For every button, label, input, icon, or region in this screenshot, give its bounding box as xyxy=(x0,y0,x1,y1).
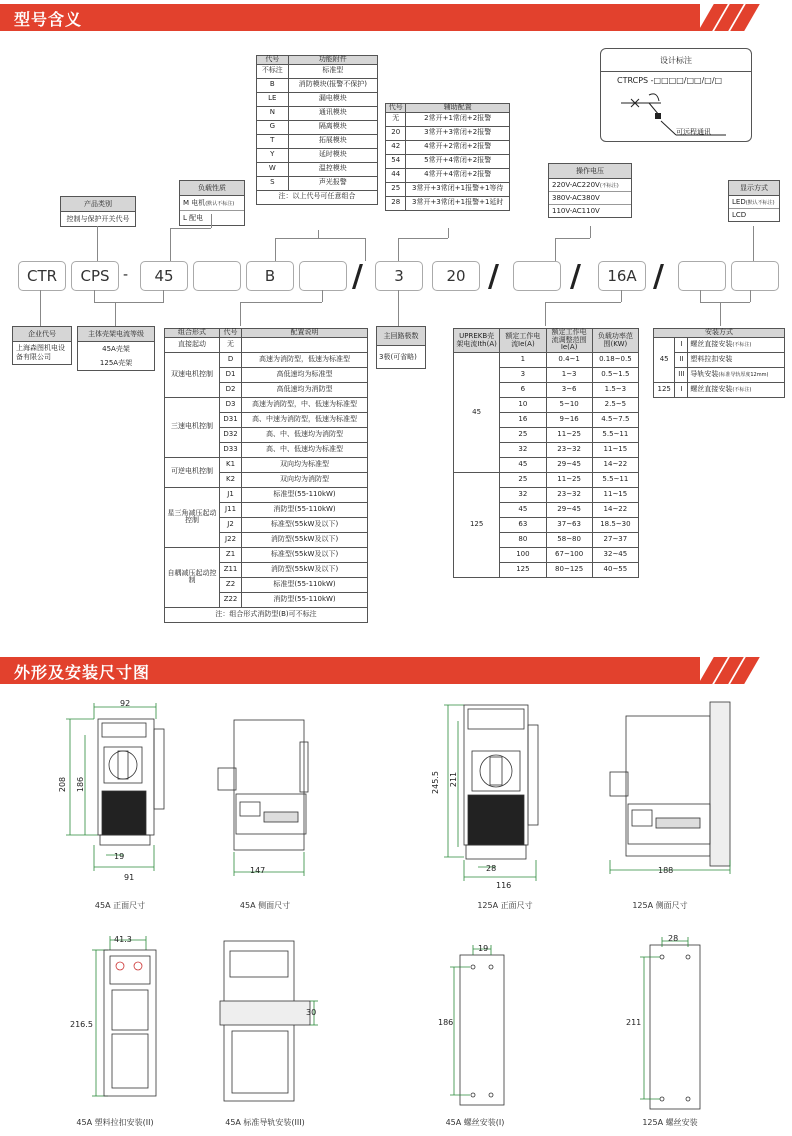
table-cell: K1 xyxy=(220,457,242,472)
table-cell: 20 xyxy=(386,126,406,140)
figure-caption: 45A 标准导轨安装(III) xyxy=(225,1118,305,1127)
table-cell: 63 xyxy=(500,518,546,533)
code-load xyxy=(193,261,241,291)
dim-label: 211 xyxy=(449,771,459,788)
load-title: 负载性质 xyxy=(180,181,244,196)
install-title: 安装方式 xyxy=(654,329,785,338)
figure-caption: 45A 螺丝安装(I) xyxy=(445,1118,505,1127)
dim-label: 41.3 xyxy=(114,935,132,944)
fig-125a-screw xyxy=(630,935,730,1115)
design-model: CTRCPS -□□□□/□□/□/□ xyxy=(617,76,723,85)
table-cell: 44 xyxy=(386,168,406,182)
table-cell: 高、中、低速均为标准型 xyxy=(242,442,368,457)
load-row: M 电机(默认不标注) xyxy=(180,196,244,211)
dim-label: 116 xyxy=(496,881,512,890)
dim-label: 28 xyxy=(668,934,679,943)
table-cell: 6 xyxy=(500,383,546,398)
product-type-box xyxy=(60,196,136,227)
dim-label: 92 xyxy=(120,699,131,708)
table-cell: 25 xyxy=(500,428,546,443)
table-cell: J22 xyxy=(220,532,242,547)
table-cell: 注：组合形式消防型(B)可不标注 xyxy=(165,607,368,622)
table-cell: 2常开+1常闭+2报警 xyxy=(406,112,510,126)
table-cell: J11 xyxy=(220,502,242,517)
table-cell: Y xyxy=(257,148,289,162)
table-cell: 28 xyxy=(386,196,406,210)
table-cell: S xyxy=(257,176,289,190)
dim-label: 216.5 xyxy=(70,1020,93,1029)
table-cell: 直接起动 xyxy=(165,337,220,352)
table-cell: 无 xyxy=(220,337,242,352)
table-row xyxy=(165,607,368,622)
table-cell: Z11 xyxy=(220,562,242,577)
figure-caption: 125A 正面尺寸 xyxy=(477,901,533,910)
table-row xyxy=(165,352,368,367)
table-cell: Z1 xyxy=(220,547,242,562)
dim-label: 186 xyxy=(438,1018,454,1027)
product-type-title: 产品类别 xyxy=(61,197,135,212)
table-cell: LE xyxy=(257,92,289,106)
figure-caption: 45A 正面尺寸 xyxy=(94,901,146,910)
table-row xyxy=(386,196,510,210)
display-row: LCD xyxy=(732,211,747,219)
code-slash: / xyxy=(352,259,363,294)
table-cell: D1 xyxy=(220,367,242,382)
table-row xyxy=(257,92,378,106)
table-cell: 5常开+4常闭+2报警 xyxy=(406,154,510,168)
table-row xyxy=(257,134,378,148)
col-header: 代号 xyxy=(220,329,242,338)
dim-label: 188 xyxy=(658,866,674,875)
table-cell: 4常开+2常闭+2报警 xyxy=(406,140,510,154)
table-cell: 3常开+3常闭+1报警+1等待 xyxy=(406,182,510,196)
table-cell: 45 xyxy=(654,337,675,382)
table-cell: D33 xyxy=(220,442,242,457)
table-cell: D xyxy=(220,352,242,367)
table-cell: 5.5~11 xyxy=(592,473,638,488)
table-cell: 4常开+4常闭+2报警 xyxy=(406,168,510,182)
table-cell: D3 xyxy=(220,397,242,412)
install-table xyxy=(653,328,785,398)
table-row xyxy=(257,148,378,162)
table-cell: 消防模块(报警不保护) xyxy=(288,78,377,92)
table-cell: 23~32 xyxy=(546,443,592,458)
table-cell: UPREKB壳架电流Ith(A) xyxy=(454,329,500,353)
col-header: 功能附件 xyxy=(288,56,377,65)
table-cell: 3常开+3常闭+1报警+1延时 xyxy=(406,196,510,210)
figure-caption: 45A 侧面尺寸 xyxy=(239,901,291,910)
table-cell: Z22 xyxy=(220,592,242,607)
table-cell: 高、中速为消防型，低速为标准型 xyxy=(242,412,368,427)
table-cell: 消防型(55kW及以下) xyxy=(242,562,368,577)
voltage-box xyxy=(548,163,632,218)
code-cps: CPS xyxy=(71,261,119,291)
table-cell: 32~45 xyxy=(592,548,638,563)
display-box xyxy=(728,180,780,222)
table-row xyxy=(257,64,378,78)
table-cell: 32 xyxy=(500,488,546,503)
section-banner-dims xyxy=(0,657,792,684)
code-slash: / xyxy=(488,259,499,294)
table-cell: 1 xyxy=(500,353,546,368)
table-row xyxy=(165,457,368,472)
dim-label: 208 xyxy=(58,776,68,793)
table-cell: 3常开+3常闭+2报警 xyxy=(406,126,510,140)
table-row xyxy=(165,397,368,412)
table-cell: 螺丝直接安装(不标注) xyxy=(688,337,785,352)
code-display xyxy=(731,261,779,291)
table-cell: 5.5~11 xyxy=(592,428,638,443)
table-cell: 额定工作电流调整范围Ie(A) xyxy=(546,329,592,353)
table-cell: 拓展模块 xyxy=(288,134,377,148)
table-cell: 58~80 xyxy=(546,533,592,548)
table-row xyxy=(165,547,368,562)
table-row xyxy=(257,78,378,92)
enterprise-title: 企业代号 xyxy=(13,327,71,342)
table-cell: 标准型(55-110kW) xyxy=(242,577,368,592)
dim-label: 19 xyxy=(114,852,125,861)
table-cell: 双速电机控制 xyxy=(165,352,220,397)
table-row xyxy=(165,487,368,502)
table-cell: 星三角减压起动控制 xyxy=(165,487,220,547)
table-cell: 双向均为标准型 xyxy=(242,457,368,472)
table-row xyxy=(257,162,378,176)
main-circuit-value: 3极(可省略) xyxy=(379,353,417,361)
code-func: B xyxy=(246,261,294,291)
fig-45a-screw xyxy=(440,935,540,1115)
current-table xyxy=(453,328,639,578)
table-cell: 可逆电机控制 xyxy=(165,457,220,487)
table-cell: 标准型(55-110kW) xyxy=(242,487,368,502)
table-cell: Z2 xyxy=(220,577,242,592)
table-row xyxy=(257,190,378,204)
enterprise-value: 上海森图机电设备有限公司 xyxy=(16,344,65,362)
col-header: 配置说明 xyxy=(242,329,368,338)
table-cell: 11~15 xyxy=(592,488,638,503)
table-row xyxy=(257,106,378,120)
voltage-row: 110V-AC110V xyxy=(552,207,600,215)
table-cell: 消防型(55-110kW) xyxy=(242,502,368,517)
table-cell: 3 xyxy=(500,368,546,383)
table-row xyxy=(386,154,510,168)
table-row xyxy=(386,182,510,196)
table-cell: B xyxy=(257,78,289,92)
col-header: 组合形式 xyxy=(165,329,220,338)
code-current: 16A xyxy=(598,261,646,291)
table-cell: II xyxy=(675,352,688,367)
table-row xyxy=(257,176,378,190)
table-cell: 23~32 xyxy=(546,488,592,503)
table-cell: 80 xyxy=(500,533,546,548)
code-aux: 20 xyxy=(432,261,480,291)
table-cell: 14~22 xyxy=(592,458,638,473)
table-cell: T xyxy=(257,134,289,148)
dim-label: 186 xyxy=(76,776,86,793)
table-cell: 10 xyxy=(500,398,546,413)
figure-caption: 125A 侧面尺寸 xyxy=(632,901,688,910)
table-cell: I xyxy=(675,382,688,397)
table-cell: J2 xyxy=(220,517,242,532)
table-cell: 三速电机控制 xyxy=(165,397,220,457)
display-row: LED(默认不标注) xyxy=(729,196,779,209)
dim-label: 19 xyxy=(478,944,489,953)
col-header: 代号 xyxy=(386,104,406,113)
design-title: 设计标注 xyxy=(660,56,692,65)
table-row xyxy=(386,140,510,154)
dim-label: 147 xyxy=(250,866,266,875)
code-combo xyxy=(299,261,347,291)
voltage-title: 操作电压 xyxy=(549,164,631,179)
table-row xyxy=(654,382,785,397)
table-cell: 通讯模块 xyxy=(288,106,377,120)
table-row xyxy=(257,120,378,134)
code-install xyxy=(678,261,726,291)
note-text: (标准导轨厚度12mm) xyxy=(718,371,769,378)
table-cell: 漏电模块 xyxy=(288,92,377,106)
table-cell: 高速为消防型，低速为标准型 xyxy=(242,352,368,367)
table-cell: 25 xyxy=(386,182,406,196)
table-cell: G xyxy=(257,120,289,134)
table-cell: 温控模块 xyxy=(288,162,377,176)
table-row xyxy=(386,112,510,126)
remote-label: 可远程通讯 xyxy=(676,128,711,136)
table-cell: 5~10 xyxy=(546,398,592,413)
fig-45a-rail xyxy=(210,935,330,1115)
table-cell: 42 xyxy=(386,140,406,154)
design-note-box xyxy=(600,48,752,142)
table-cell: 11~25 xyxy=(546,428,592,443)
fig-45a-side xyxy=(210,712,320,892)
func-table xyxy=(256,55,378,205)
aux-table xyxy=(385,103,510,211)
table-cell: D32 xyxy=(220,427,242,442)
table-row xyxy=(165,337,368,352)
figure-caption: 125A 螺丝安装 xyxy=(642,1118,698,1127)
table-cell: 3~6 xyxy=(546,383,592,398)
table-cell: 螺丝直接安装(不标注) xyxy=(688,382,785,397)
table-cell: 标准型(55kW及以下) xyxy=(242,547,368,562)
table-cell: J1 xyxy=(220,487,242,502)
code-dash: - xyxy=(123,267,129,283)
table-row xyxy=(386,168,510,182)
code-poles: 3 xyxy=(375,261,423,291)
table-cell: 125 xyxy=(654,382,675,397)
figure-caption: 45A 塑料拉扣安装(II) xyxy=(76,1118,154,1127)
table-cell: 45 xyxy=(500,458,546,473)
table-cell: K2 xyxy=(220,472,242,487)
dim-label: 28 xyxy=(486,864,497,873)
table-cell: 高速为消防型，中、低速为标准型 xyxy=(242,397,368,412)
table-cell: 标准型 xyxy=(288,64,377,78)
table-cell: 0.18~0.5 xyxy=(592,353,638,368)
table-cell: 标准型(55kW及以下) xyxy=(242,517,368,532)
table-cell: 27~37 xyxy=(592,533,638,548)
table-cell: 16 xyxy=(500,413,546,428)
dim-label: 211 xyxy=(626,1018,642,1027)
section-banner-model xyxy=(0,4,792,31)
col-header: 代号 xyxy=(257,56,289,65)
table-cell: 125 xyxy=(454,473,500,578)
code-ctr: CTR xyxy=(18,261,66,291)
table-row xyxy=(386,126,510,140)
table-cell: 0.5~1.5 xyxy=(592,368,638,383)
note-text: (不标注) xyxy=(732,341,752,348)
table-cell: 1.5~3 xyxy=(592,383,638,398)
table-cell: D2 xyxy=(220,382,242,397)
voltage-row: 380V-AC380V xyxy=(549,192,631,205)
code-slash: / xyxy=(570,259,581,294)
product-type-value: 控制与保护开关代号 xyxy=(66,215,130,223)
table-cell: 45 xyxy=(500,503,546,518)
table-cell: 18.5~30 xyxy=(592,518,638,533)
table-cell: 0.4~1 xyxy=(546,353,592,368)
note-text: (不标注) xyxy=(732,386,752,393)
col-header: 辅助配置 xyxy=(406,104,510,113)
table-cell: W xyxy=(257,162,289,176)
table-cell: 声光报警 xyxy=(288,176,377,190)
code-voltage xyxy=(513,261,561,291)
table-cell: 无 xyxy=(386,112,406,126)
load-box xyxy=(179,180,245,226)
table-cell: 导轨安装(标准导轨厚度12mm) xyxy=(688,367,785,382)
frame-box xyxy=(77,326,155,371)
table-cell: 注：以上代号可任意组合 xyxy=(257,190,378,204)
table-row xyxy=(454,353,639,368)
dim-label: 30 xyxy=(306,1008,317,1017)
table-cell: 2.5~5 xyxy=(592,398,638,413)
combo-table xyxy=(164,328,368,623)
table-cell: 54 xyxy=(386,154,406,168)
table-cell: N xyxy=(257,106,289,120)
table-cell: 延时模块 xyxy=(288,148,377,162)
table-cell: I xyxy=(675,337,688,352)
table-cell: 塑料拉扣安装 xyxy=(688,352,785,367)
table-cell: 隔离模块 xyxy=(288,120,377,134)
table-cell: 不标注 xyxy=(257,64,289,78)
table-cell: III xyxy=(675,367,688,382)
table-cell: 消防型(55-110kW) xyxy=(242,592,368,607)
frame-title: 主体壳架电流等级 xyxy=(78,327,154,342)
table-cell: 消防型(55kW及以下) xyxy=(242,532,368,547)
enterprise-box xyxy=(12,326,72,365)
table-cell: 80~125 xyxy=(546,563,592,578)
main-circuit-title: 主回路极数 xyxy=(377,327,425,346)
table-cell: 11~25 xyxy=(546,473,592,488)
table-row xyxy=(454,473,639,488)
table-cell: 100 xyxy=(500,548,546,563)
display-title: 显示方式 xyxy=(729,181,779,196)
fig-125a-front xyxy=(420,695,580,895)
code-slash: / xyxy=(653,259,664,294)
table-cell: 125 xyxy=(500,563,546,578)
fig-125a-side xyxy=(600,700,750,880)
table-cell: 67~100 xyxy=(546,548,592,563)
frame-row: 125A壳架 xyxy=(99,359,133,367)
table-cell: 29~45 xyxy=(546,503,592,518)
section-title: 外形及安装尺寸图 xyxy=(14,663,151,682)
table-cell: 25 xyxy=(500,473,546,488)
dim-label: 245.5 xyxy=(430,771,440,794)
table-cell: 45 xyxy=(454,353,500,473)
load-row: L 配电 xyxy=(183,214,204,222)
table-cell: 9~16 xyxy=(546,413,592,428)
table-cell: 40~55 xyxy=(592,563,638,578)
section-title: 型号含义 xyxy=(14,10,83,29)
dim-label: 91 xyxy=(124,873,135,882)
table-cell: 负载功率范围(KW) xyxy=(592,329,638,353)
voltage-row: 220V-AC220V(不标注) xyxy=(549,179,631,192)
table-row xyxy=(654,337,785,352)
frame-row: 45A壳架 xyxy=(102,345,130,353)
table-cell: 11~15 xyxy=(592,443,638,458)
fig-45a-front xyxy=(40,695,200,895)
table-cell: 高低速均为消防型 xyxy=(242,382,368,397)
table-cell: 4.5~7.5 xyxy=(592,413,638,428)
table-cell: 32 xyxy=(500,443,546,458)
table-cell: D31 xyxy=(220,412,242,427)
table-cell: 高低速均为标准型 xyxy=(242,367,368,382)
main-circuit-box xyxy=(376,326,426,369)
table-cell: 14~22 xyxy=(592,503,638,518)
table-cell: 高、中、低速均为消防型 xyxy=(242,427,368,442)
table-cell: 自耦减压起动控制 xyxy=(165,547,220,607)
table-cell xyxy=(242,337,368,352)
code-frame: 45 xyxy=(140,261,188,291)
table-cell: 29~45 xyxy=(546,458,592,473)
table-cell: 额定工作电流Ie(A) xyxy=(500,329,546,353)
table-cell: 双向均为消防型 xyxy=(242,472,368,487)
table-cell: 1~3 xyxy=(546,368,592,383)
table-cell: 37~63 xyxy=(546,518,592,533)
